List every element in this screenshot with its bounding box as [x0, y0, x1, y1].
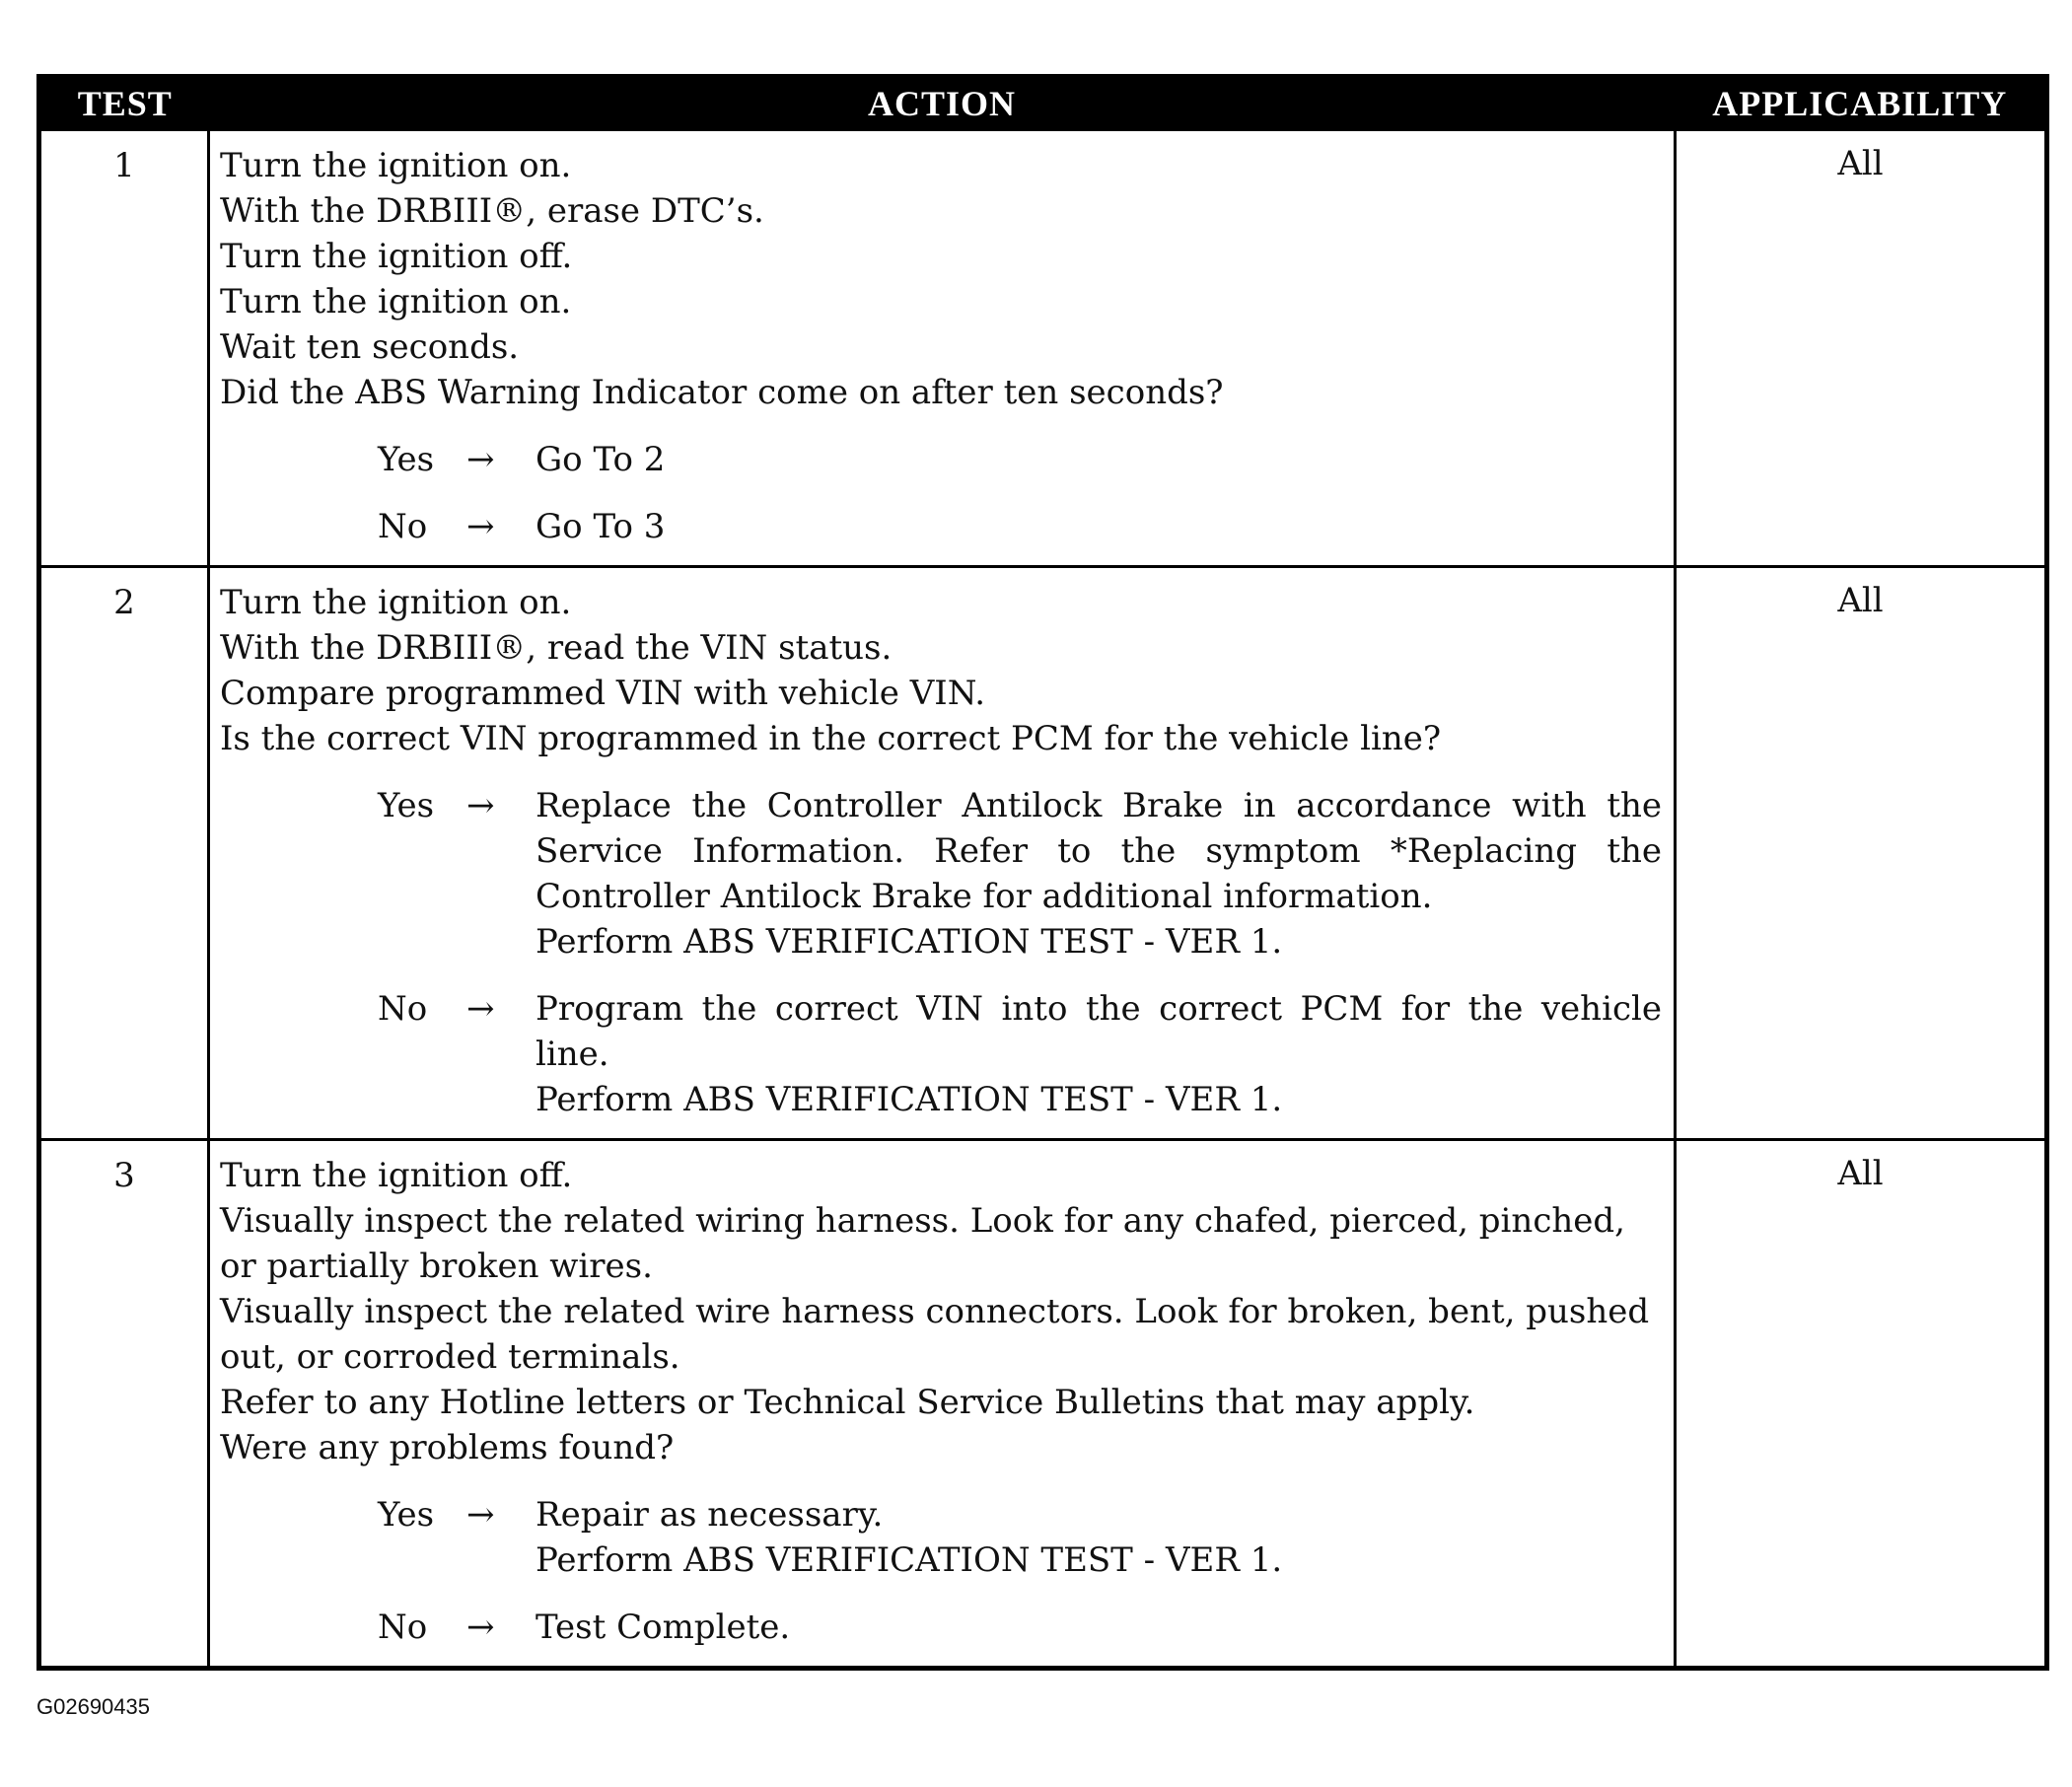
answer-line: Perform ABS VERIFICATION TEST - VER 1.: [536, 922, 1283, 962]
action-step: Turn the ignition on.: [220, 583, 572, 622]
answer-list: [220, 783, 1662, 1122]
answer-label: Yes: [378, 786, 435, 825]
test-number: 2: [39, 567, 209, 1140]
action-step: Is the correct VIN programmed in the correct PCM for the vehicle line?: [220, 719, 1442, 758]
table-header-row: [39, 77, 2047, 130]
answer-label: Yes: [378, 1495, 435, 1535]
figure-id: G02690435: [36, 1694, 150, 1719]
applicability-cell: All: [1676, 130, 2047, 567]
test-number: 3: [39, 1140, 209, 1669]
table-row: [39, 1140, 2047, 1669]
answer-no: [378, 504, 1662, 549]
arrow-right-icon: →: [466, 440, 495, 479]
action-step: Turn the ignition off.: [220, 1156, 573, 1195]
answer-label: No: [378, 507, 428, 546]
header-test: TEST: [39, 77, 209, 130]
action-cell: [209, 1140, 1676, 1669]
action-step: Visually inspect the related wire harness connectors. Look for broken, bent, pushed out, or corroded terminals.: [220, 1292, 1650, 1377]
answer-list: [220, 1492, 1662, 1650]
answer-no: [378, 986, 1662, 1122]
answer-label: No: [378, 989, 428, 1029]
answer-text: [536, 1492, 1662, 1583]
action-cell: [209, 567, 1676, 1140]
applicability-cell: All: [1676, 1140, 2047, 1669]
diagnostic-test-sheet: [36, 74, 2044, 1671]
action-step: Visually inspect the related wiring harness. Look for any chafed, pierced, pinched, or partially broken wires.: [220, 1201, 1625, 1286]
action-step: With the DRBIII®, read the VIN status.: [220, 628, 893, 668]
answer-list: [220, 437, 1662, 549]
answer-text: [536, 986, 1662, 1122]
answer-text: [536, 504, 1662, 549]
header-applicability: APPLICABILITY: [1676, 77, 2047, 130]
answer-no: [378, 1605, 1662, 1650]
action-step: Did the ABS Warning Indicator come on after ten seconds?: [220, 373, 1224, 412]
header-action: ACTION: [209, 77, 1676, 130]
arrow-right-icon: →: [466, 989, 495, 1029]
table-row: [39, 567, 2047, 1140]
arrow-right-icon: →: [466, 786, 495, 825]
arrow-right-icon: →: [466, 507, 495, 546]
answer-line: Perform ABS VERIFICATION TEST - VER 1.: [536, 1540, 1283, 1580]
answer-label: No: [378, 1608, 428, 1647]
answer-text: [536, 1605, 1662, 1650]
action-step: Turn the ignition on.: [220, 282, 572, 322]
answer-line: Replace the Controller Antilock Brake in accordance with the Service Information. Refer to the symptom *Replacing the Controller Antilock Brake for additional information.: [536, 786, 1662, 916]
answer-text: [536, 783, 1662, 965]
diagnostic-test-table: [36, 74, 2049, 1671]
arrow-right-icon: →: [466, 1608, 495, 1647]
answer-yes: [378, 1492, 1662, 1583]
action-step: Compare programmed VIN with vehicle VIN.: [220, 674, 986, 713]
table-row: [39, 130, 2047, 567]
action-cell: [209, 130, 1676, 567]
answer-line: Repair as necessary.: [536, 1495, 884, 1535]
answer-line: Go To 2: [536, 440, 666, 479]
answer-yes: [378, 783, 1662, 965]
answer-line: Perform ABS VERIFICATION TEST - VER 1.: [536, 1080, 1283, 1119]
answer-yes: [378, 437, 1662, 482]
test-number: 1: [39, 130, 209, 567]
answer-text: [536, 437, 1662, 482]
action-step: Turn the ignition on.: [220, 146, 572, 185]
answer-line: Program the correct VIN into the correct PCM for the vehicle line.: [536, 989, 1662, 1074]
arrow-right-icon: →: [466, 1495, 495, 1535]
answer-line: Go To 3: [536, 507, 666, 546]
applicability-cell: All: [1676, 567, 2047, 1140]
answer-line: Test Complete.: [536, 1608, 791, 1647]
action-step: Turn the ignition off.: [220, 237, 573, 276]
action-step: Refer to any Hotline letters or Technical Service Bulletins that may apply.: [220, 1383, 1475, 1422]
action-step: Were any problems found?: [220, 1428, 675, 1467]
action-step: Wait ten seconds.: [220, 327, 520, 367]
action-step: With the DRBIII®, erase DTC’s.: [220, 191, 764, 231]
answer-label: Yes: [378, 440, 435, 479]
